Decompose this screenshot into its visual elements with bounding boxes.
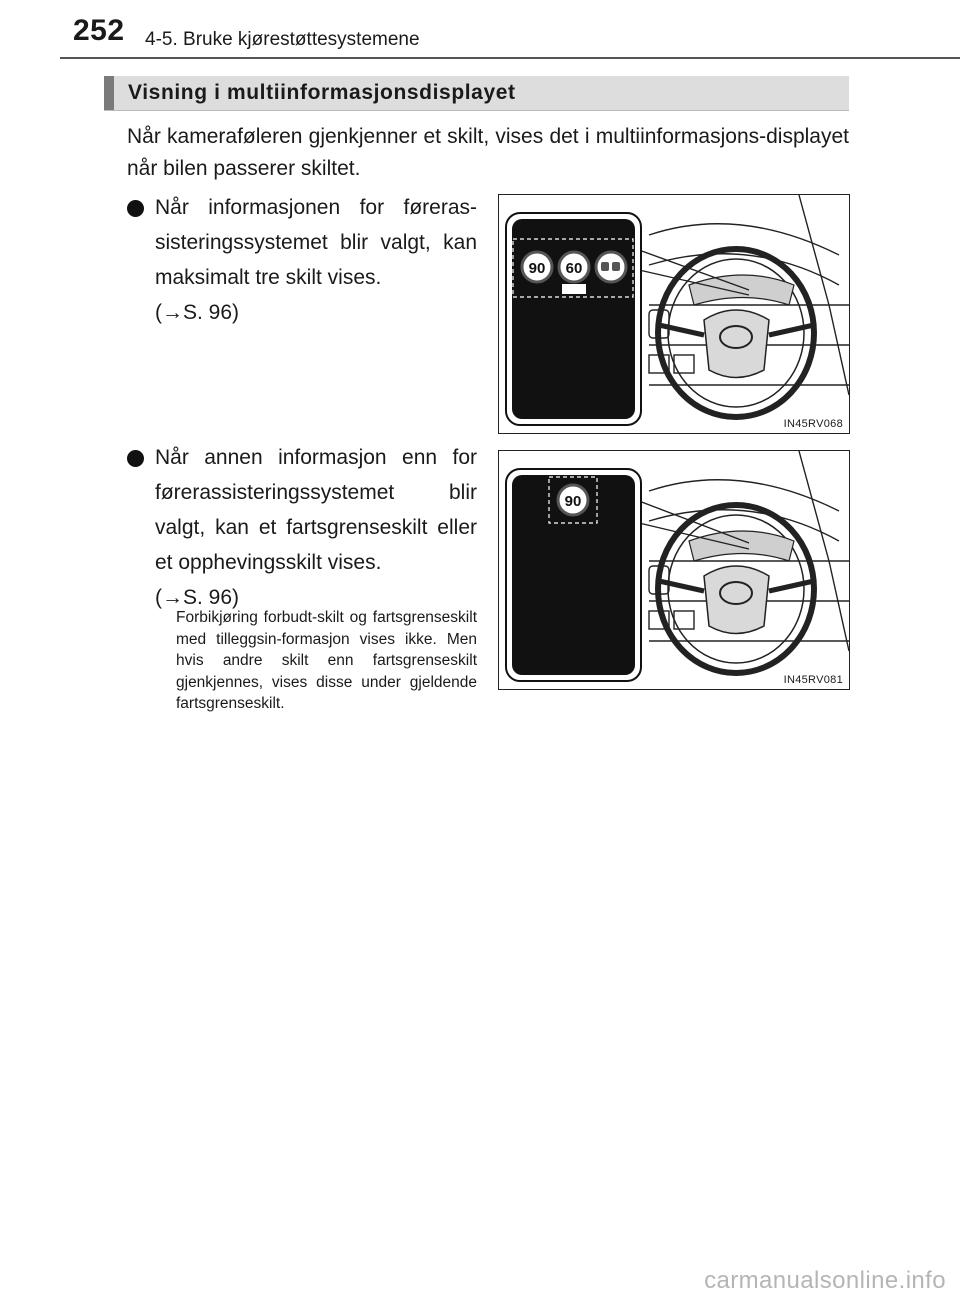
- intro-paragraph: Når kameraføleren gjenkjenner et skilt, vises det i multiinformasjons-displayet når bilen passerer skiltet.: [127, 125, 849, 180]
- watermark: carmanualsonline.info: [704, 1267, 946, 1294]
- bullet-item-1: [127, 190, 477, 330]
- figure-code: IN45RV068: [783, 418, 843, 430]
- page-number: 252: [73, 14, 125, 47]
- svg-text:90: 90: [528, 260, 546, 277]
- speed-sign-icon: [522, 252, 552, 282]
- note-text: Forbikjøring forbudt-skilt og fartsgrenseskilt med tilleggsin-formasjon vises ikke. Men hvis andre skilt enn fartsgrenseskilt gjenkjennes, vises disse under gjeldende fartsgrenseskilt.: [176, 609, 477, 712]
- bullet-icon: [127, 450, 144, 467]
- svg-text:90: 90: [564, 493, 582, 510]
- steering-wheel-icon: [658, 249, 814, 417]
- dashboard-illustration: [499, 195, 849, 433]
- dashboard-illustration: [499, 451, 849, 689]
- speed-sign-icon: [558, 485, 588, 515]
- section-accent: [104, 76, 114, 110]
- no-overtaking-sign-icon: [596, 252, 626, 282]
- header-divider: [60, 57, 960, 59]
- steering-wheel-icon: [658, 505, 814, 673]
- figure-dashboard-one-sign: [498, 450, 850, 690]
- bullet-text: Når informasjonen for føreras-sisteringssystemet blir valgt, kan maksimalt tre skilt vises.: [155, 196, 477, 289]
- section-title: Visning i multiinformasjonsdisplayet: [128, 81, 516, 104]
- section-heading: [104, 76, 849, 111]
- bullet-item-2: [127, 440, 477, 615]
- page-reference: (→S. 96): [155, 301, 240, 324]
- page-reference: (→S. 96): [155, 586, 240, 609]
- chapter-title: 4-5. Bruke kjørestøttesystemene: [145, 29, 420, 50]
- figure-code: IN45RV081: [783, 674, 843, 686]
- svg-text:60: 60: [565, 260, 583, 277]
- bullet-icon: [127, 200, 144, 217]
- figure-dashboard-three-signs: [498, 194, 850, 434]
- speed-sign-icon: [559, 252, 589, 294]
- bullet-text: Når annen informasjon enn for førerassisteringssystemet blir valgt, kan et fartsgrenseskilt eller et opphevingsskilt vises.: [155, 446, 477, 574]
